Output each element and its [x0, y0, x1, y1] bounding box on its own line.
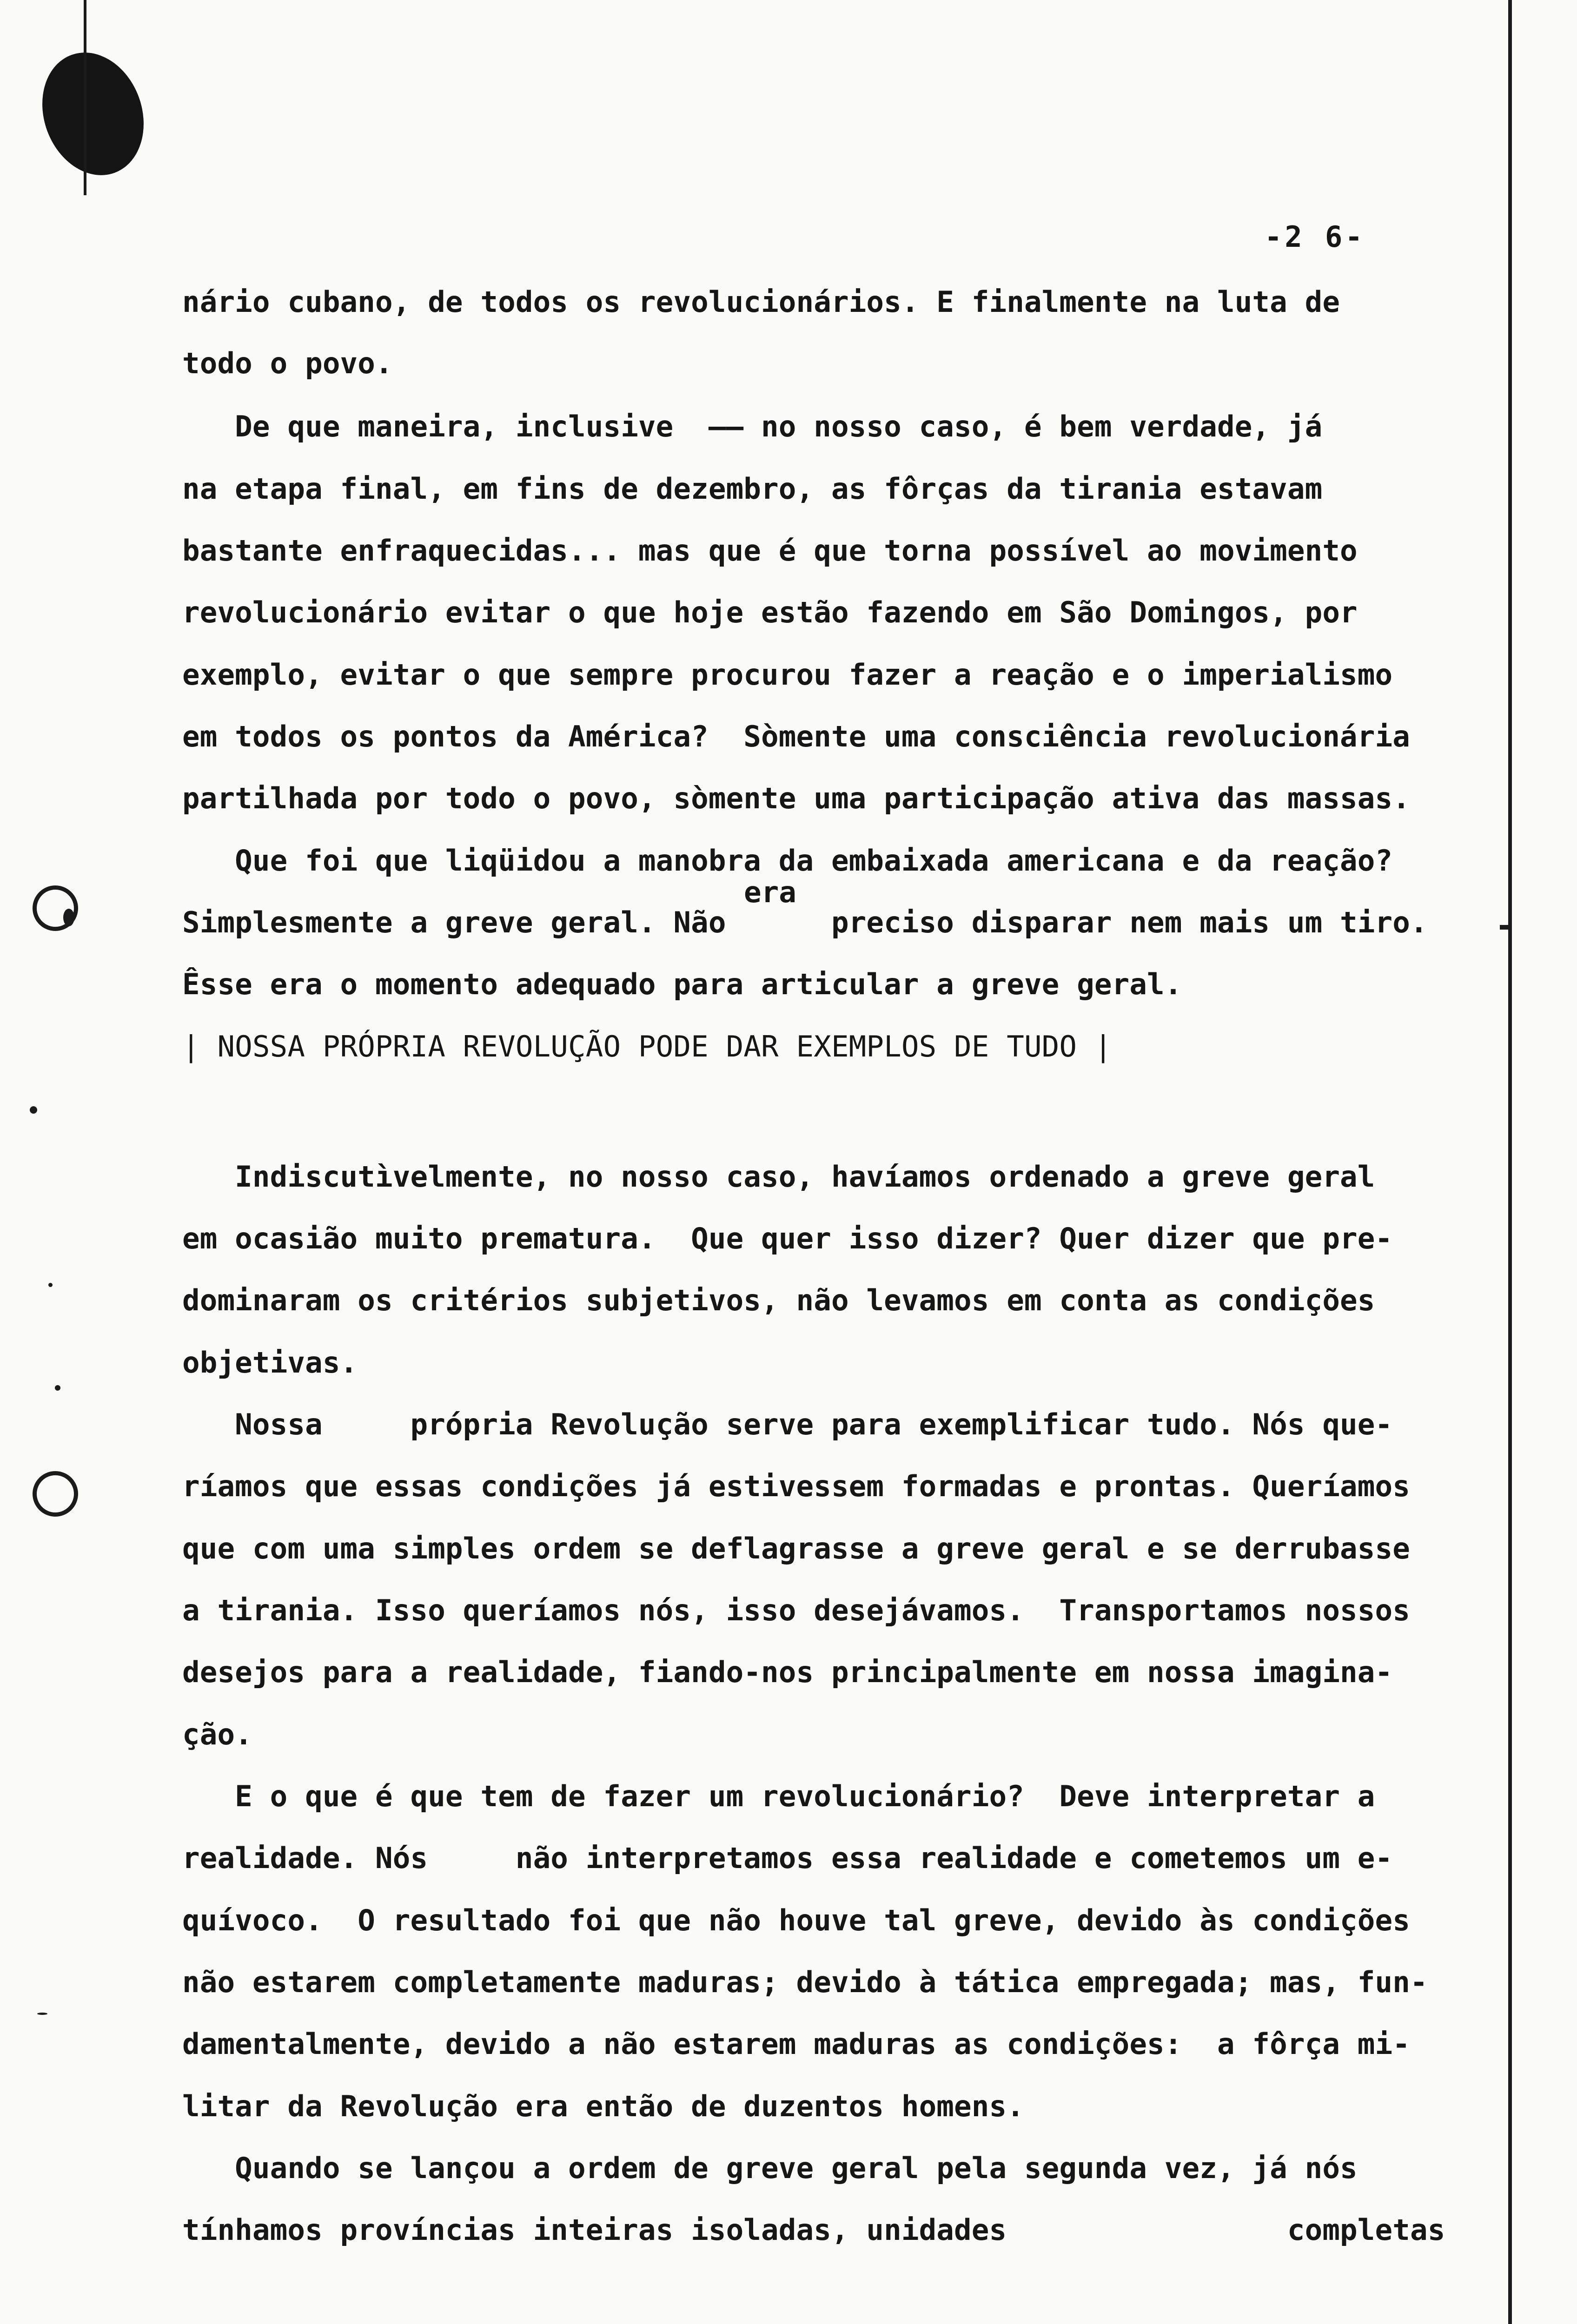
binder-hole: [33, 1471, 78, 1517]
speck: [48, 1283, 53, 1287]
text-line: partilhada por todo o povo, sòmente uma participação ativa das massas.: [182, 781, 1410, 815]
page-right-edge-line: [1508, 0, 1512, 2324]
binder-hole-mark: [63, 909, 74, 926]
text-line: a tirania. Isso queríamos nós, isso desejávamos. Transportamos nossos: [182, 1593, 1410, 1627]
text-line: Nossa própria Revolução serve para exemplificar tudo. Nós que-: [182, 1407, 1393, 1441]
text-line: na etapa final, em fins de dezembro, as fôrças da tirania estavam: [182, 472, 1323, 506]
text-line: realidade. Nós não interpretamos essa realidade e cometemos um e-: [182, 1841, 1393, 1875]
text-line: bastante enfraquecidas... mas que é que torna possível ao movimento: [182, 534, 1358, 568]
text-line: objetivas.: [182, 1346, 358, 1380]
text-line: em ocasião muito prematura. Que quer isso dizer? Quer dizer que pre-: [182, 1221, 1393, 1255]
right-margin-tick: [1500, 925, 1512, 930]
text-line: que com uma simples ordem se deflagrasse a greve geral e se derrubasse: [182, 1532, 1410, 1565]
handwritten-insertion: era: [744, 875, 796, 909]
text-line: ríamos que essas condições já estivessem formadas e prontas. Queríamos: [182, 1469, 1410, 1503]
text-line: damentalmente, devido a não estarem maduras as condições: a fôrça mi-: [182, 2027, 1410, 2061]
section-heading: | NOSSA PRÓPRIA REVOLUÇÃO PODE DAR EXEMPLOS DE TUDO |: [182, 1030, 1112, 1063]
text-line: não estarem completamente maduras; devido à tática empregada; mas, fun-: [182, 1965, 1428, 1999]
text-line: quívoco. O resultado foi que não houve tal greve, devido às condições: [182, 1903, 1410, 1937]
text-line: Que foi que liqüidou a manobra da embaixada americana e da reação?: [182, 844, 1393, 878]
text-line: em todos os pontos da América? Sòmente uma consciência revolucionária: [182, 720, 1410, 753]
speck: [30, 1106, 37, 1114]
text-line: litar da Revolução era então de duzentos homens.: [182, 2089, 1024, 2123]
text-line: todo o povo.: [182, 346, 393, 380]
text-line: desejos para a realidade, fiando-nos principalmente em nossa imagina-: [182, 1655, 1393, 1689]
text-line: Quando se lançou a ordem de greve geral pela segunda vez, já nós: [182, 2151, 1358, 2185]
speck: [55, 1385, 60, 1391]
text-line: nário cubano, de todos os revolucionários. E finalmente na luta de: [182, 285, 1340, 319]
speck: [37, 2013, 47, 2015]
text-line: ção.: [182, 1717, 252, 1751]
text-line: Simplesmente a greve geral. Não preciso disparar nem mais um tiro.: [182, 905, 1428, 939]
text-line: E o que é que tem de fazer um revolucionário? Deve interpretar a: [182, 1779, 1375, 1813]
page-left-edge-line: [84, 0, 86, 195]
text-line: exemplo, evitar o que sempre procurou fazer a reação e o imperialismo: [182, 658, 1393, 692]
page-number: -2 6-: [1265, 220, 1365, 254]
ink-blot: [26, 38, 160, 190]
text-line: tínhamos províncias inteiras isoladas, unidades completas: [182, 2213, 1445, 2247]
text-line: dominaram os critérios subjetivos, não levamos em conta as condições: [182, 1283, 1375, 1317]
text-line: revolucionário evitar o que hoje estão fazendo em São Domingos, por: [182, 595, 1358, 629]
text-line: De que maneira, inclusive —— no nosso caso, é bem verdade, já: [182, 409, 1323, 443]
text-line: Êsse era o momento adequado para articular a greve geral.: [182, 967, 1182, 1001]
text-line: Indiscutìvelmente, no nosso caso, havíamos ordenado a greve geral: [182, 1160, 1375, 1194]
